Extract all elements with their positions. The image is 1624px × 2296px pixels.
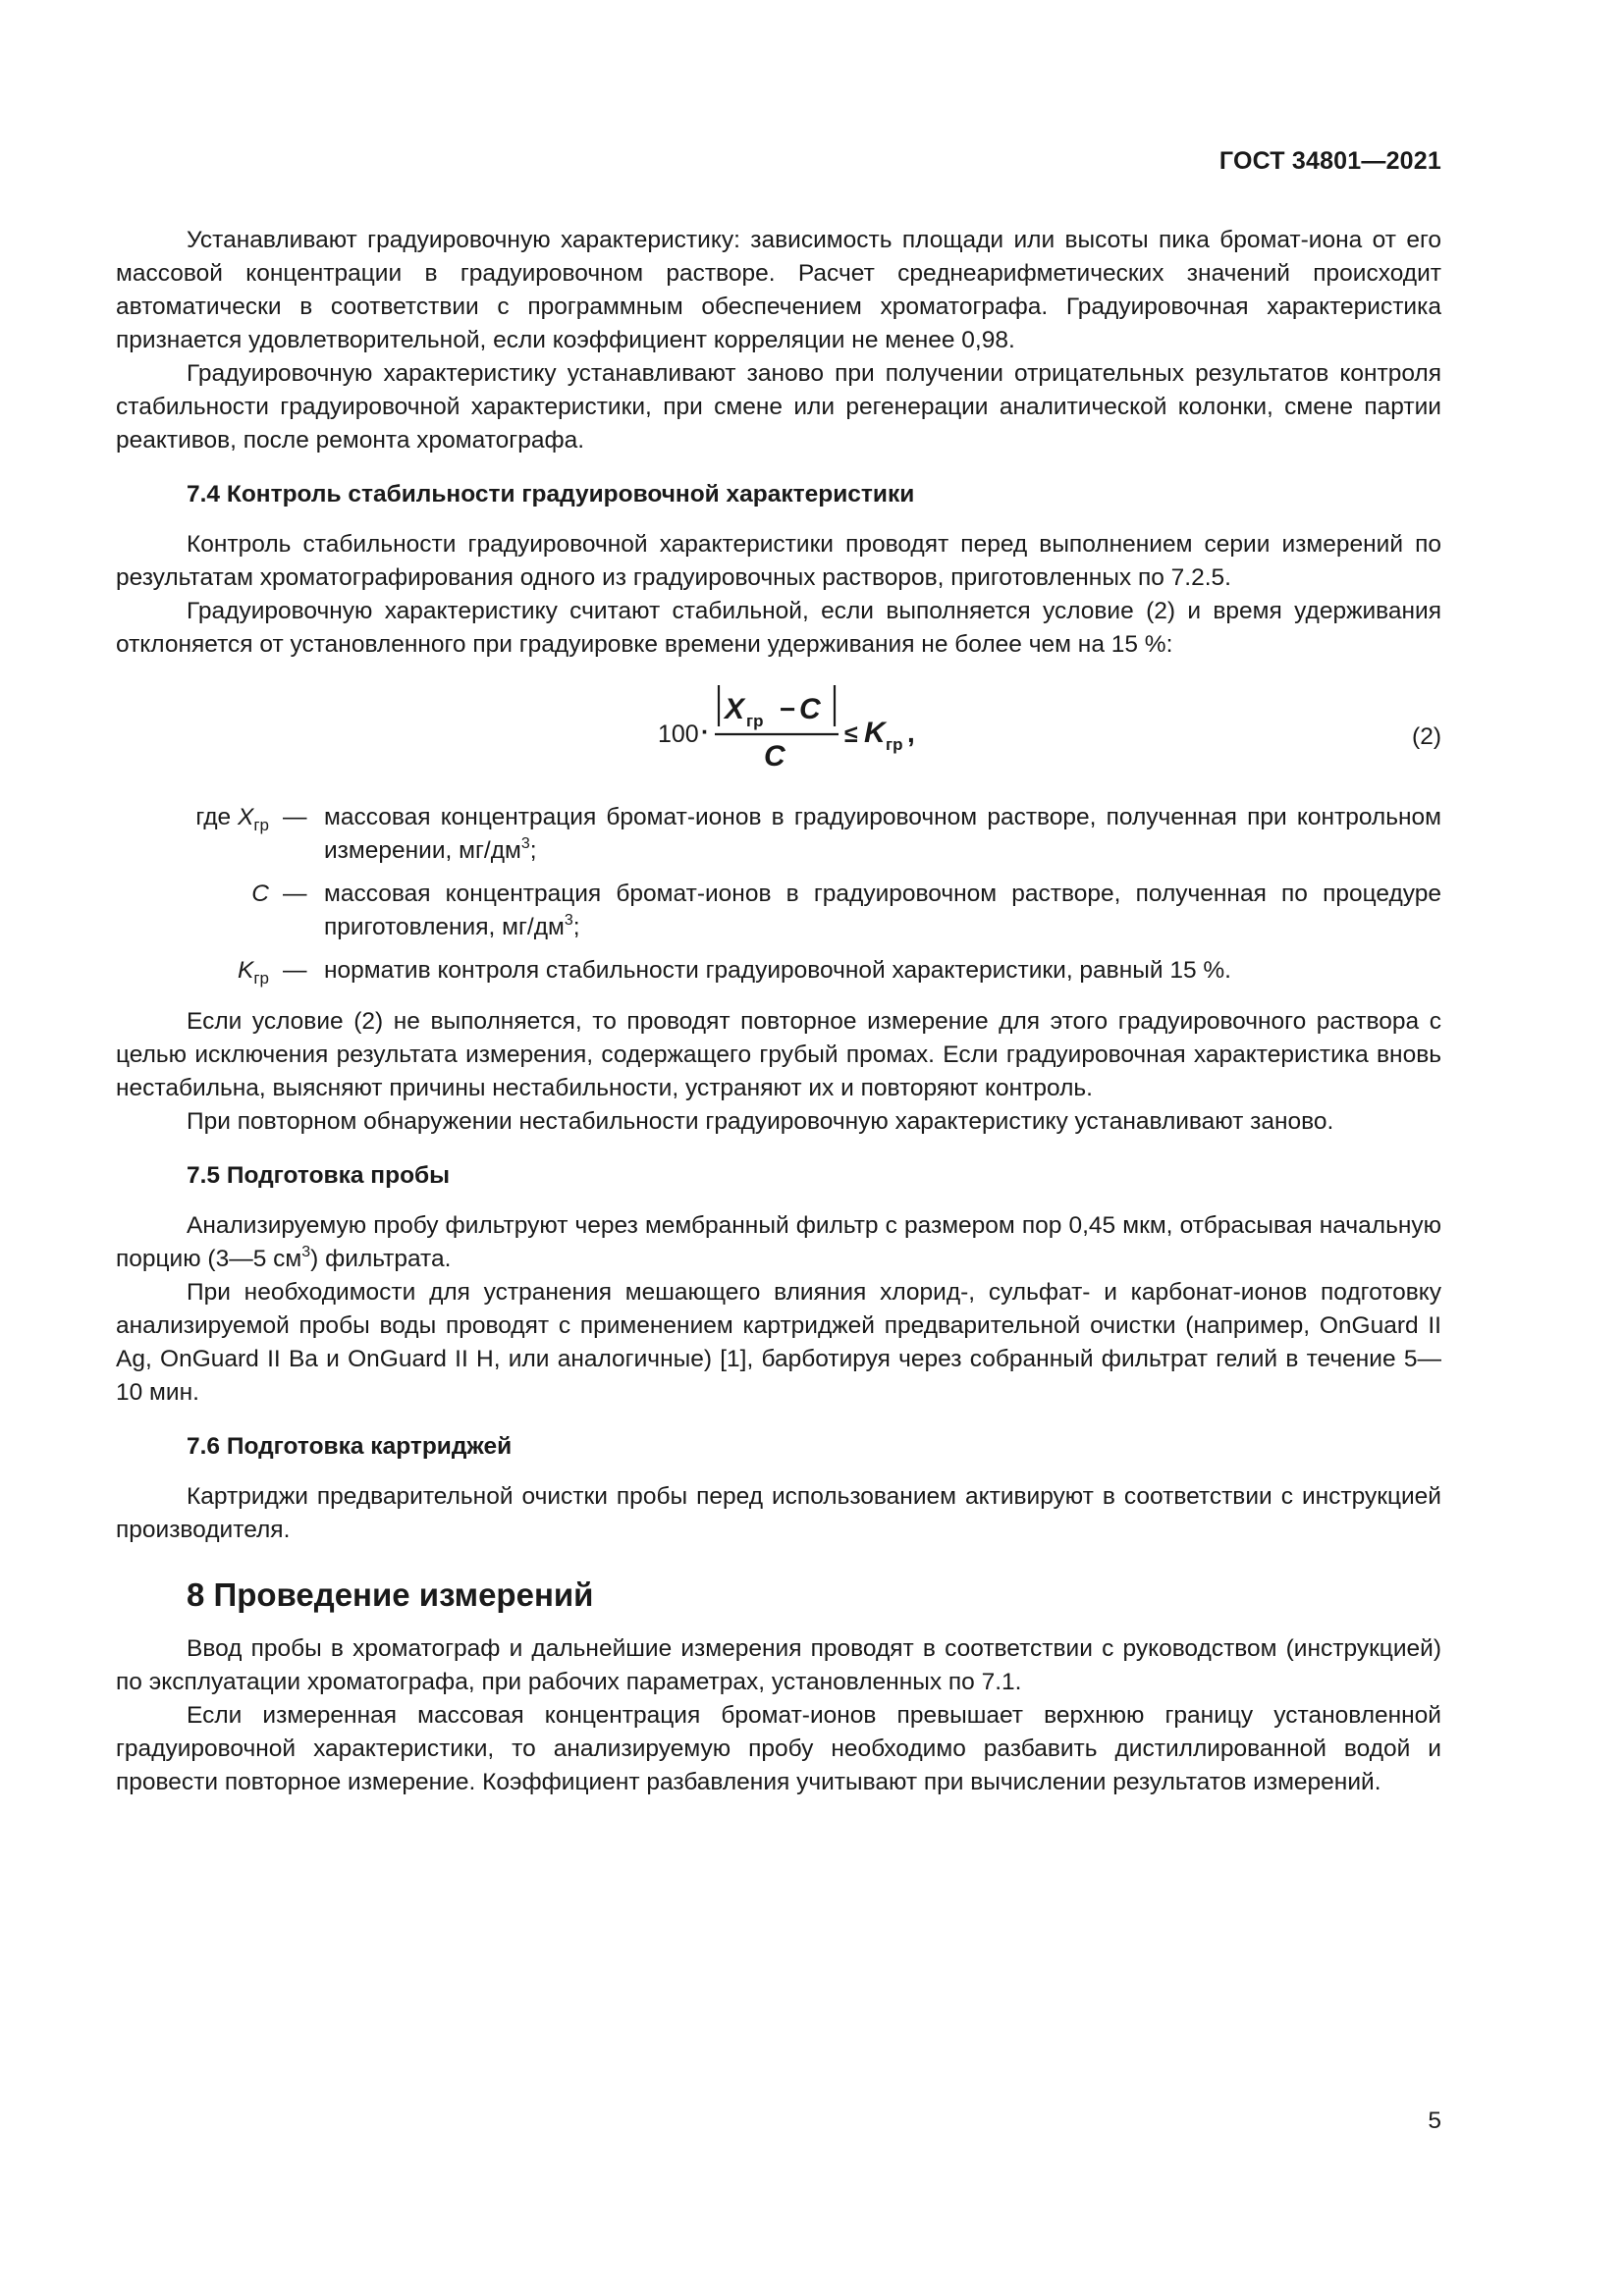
section-8-paragraph-1: Ввод пробы в хроматограф и дальнейшие измерения проводят в соответствии с руководством (инструкцией) по эксплуатации хроматографа, при рабочих параметрах, установленных по 7.1. [116, 1635, 1441, 1695]
equation-number: (2) [1412, 723, 1441, 750]
section-7-6-heading: 7.6 Подготовка картриджей [187, 1433, 513, 1460]
section-7-4-heading: 7.4 Контроль стабильности градуировочной характеристики [187, 481, 915, 507]
section-7-5-paragraph-2: При необходимости для устранения мешающего влияния хлорид-, сульфат- и карбонат-ионов подготовку анализируемой пробы воды проводят с применением картриджей предварительной очистки (например, OnGuard II Ag, OnGuard II Ba и OnGuard II H, или аналогичные) [1], барботируя через собранный фильтрат гелий в течение 5—10 мин. [116, 1279, 1441, 1406]
formula-dot: · [701, 719, 710, 746]
section-8-paragraph-2: Если измеренная массовая концентрация бромат-ионов превышает верхнюю границу установленной градуировочной характеристики, то анализируемую пробу необходимо разбавить дистиллированной водой и провести повторное измерение. Коэффициент разбавления учитывают при вычислении результатов измерений. [116, 1702, 1441, 1795]
formula-le: ≤ [844, 721, 858, 748]
section-7-5-paragraph-1: Анализируемую пробу фильтруют через мембранный фильтр с размером пор 0,45 мкм, отбрасывая начальную порцию (3—5 $см^3$) фильтрата. [116, 1212, 1441, 1272]
definition-symbol: $K_{гр}$ [238, 957, 269, 988]
definition-text: массовая концентрация бромат-ионов в градуировочном растворе, полученная при контрольном измерении, $мг/дм^3$; [324, 804, 1441, 864]
document-id: ГОСТ 34801—2021 [1218, 147, 1441, 175]
formula-c: C [799, 693, 821, 725]
formula-denominator: C [764, 740, 785, 773]
definition-row: $K_{гр}$ — норматив контроля стабильности градуировочной характеристики, равный 15 %. [116, 954, 1441, 995]
formula-k: K [864, 717, 886, 749]
page-content [116, 224, 1441, 1799]
section-7-4-paragraph-2: Градуировочную характеристику считают стабильной, если выполняется условие (2) и время удерживания отклоняется от установленного при градуировке времени удерживания не более чем на 15 %: [116, 598, 1441, 658]
formula-k-sub: гр [886, 735, 903, 754]
definition-row: C — массовая концентрация бромат-ионов в градуировочном растворе, полученная по процедуре приготовления, $мг/дм^3$; [116, 878, 1441, 944]
section-7-5-heading: 7.5 Подготовка пробы [187, 1162, 451, 1189]
formula-graphic [654, 675, 1027, 785]
formula-minus: − [780, 694, 796, 724]
page-number: 5 [1428, 2108, 1441, 2134]
section-7-4-paragraph-4: При повторном обнаружении нестабильности градуировочную характеристику устанавливают заново. [187, 1108, 1334, 1135]
formula-factor: 100 [658, 721, 699, 748]
section-7-4-paragraph-1: Контроль стабильности градуировочной характеристики проводят перед выполнением серии измерений по результатам хроматографирования одного из градуировочных растворов, приготовленных по 7.2.5. [116, 531, 1441, 591]
definition-row: где $X_{гр}$ — массовая концентрация бромат-ионов в градуировочном растворе, полученная при контрольном измерении, $мг/дм^3$; [116, 801, 1441, 868]
section-7-6-paragraph-1: Картриджи предварительной очистки пробы перед использованием активируют в соответствии с инструкцией производителя. [116, 1483, 1441, 1543]
section-8-heading: 8 Проведение измерений [187, 1576, 594, 1613]
definition-text: норматив контроля стабильности градуировочной характеристики, равный 15 %. [324, 957, 1231, 984]
formula-x: X [725, 693, 745, 725]
definition-symbol: C [251, 881, 269, 907]
intro-paragraph-1: Устанавливают градуировочную характеристику: зависимость площади или высоты пика бромат-иона от его массовой концентрации в градуировочном растворе. Расчет среднеарифметических значений происходит автоматически в соответствии с программным обеспечением хроматографа. Градуировочная характеристика признается удовлетворительной, если коэффициент корреляции не менее 0,98. [116, 227, 1441, 353]
formula-x-sub: гр [746, 712, 764, 730]
formula-2 [116, 675, 1441, 785]
section-7-4-paragraph-3: Если условие (2) не выполняется, то проводят повторное измерение для этого градуировочного раствора с целью исключения результата измерения, содержащего грубый промах. Если градуировочная характеристика вновь нестабильна, выясняют причины нестабильности, устраняют их и повторяют контроль. [116, 1008, 1441, 1101]
intro-paragraph-2: Градуировочную характеристику устанавливают заново при получении отрицательных результатов контроля стабильности градуировочной характеристики, при смене или регенерации аналитической колонки, смене партии реактивов, после ремонта хроматографа. [116, 360, 1441, 454]
definition-text: массовая концентрация бромат-ионов в градуировочном растворе, полученная по процедуре приготовления, $мг/дм^3$; [324, 881, 1441, 940]
definition-symbol: где $X_{гр}$ [195, 804, 269, 834]
formula-comma: , [907, 718, 915, 748]
symbol-definitions [116, 801, 1441, 995]
